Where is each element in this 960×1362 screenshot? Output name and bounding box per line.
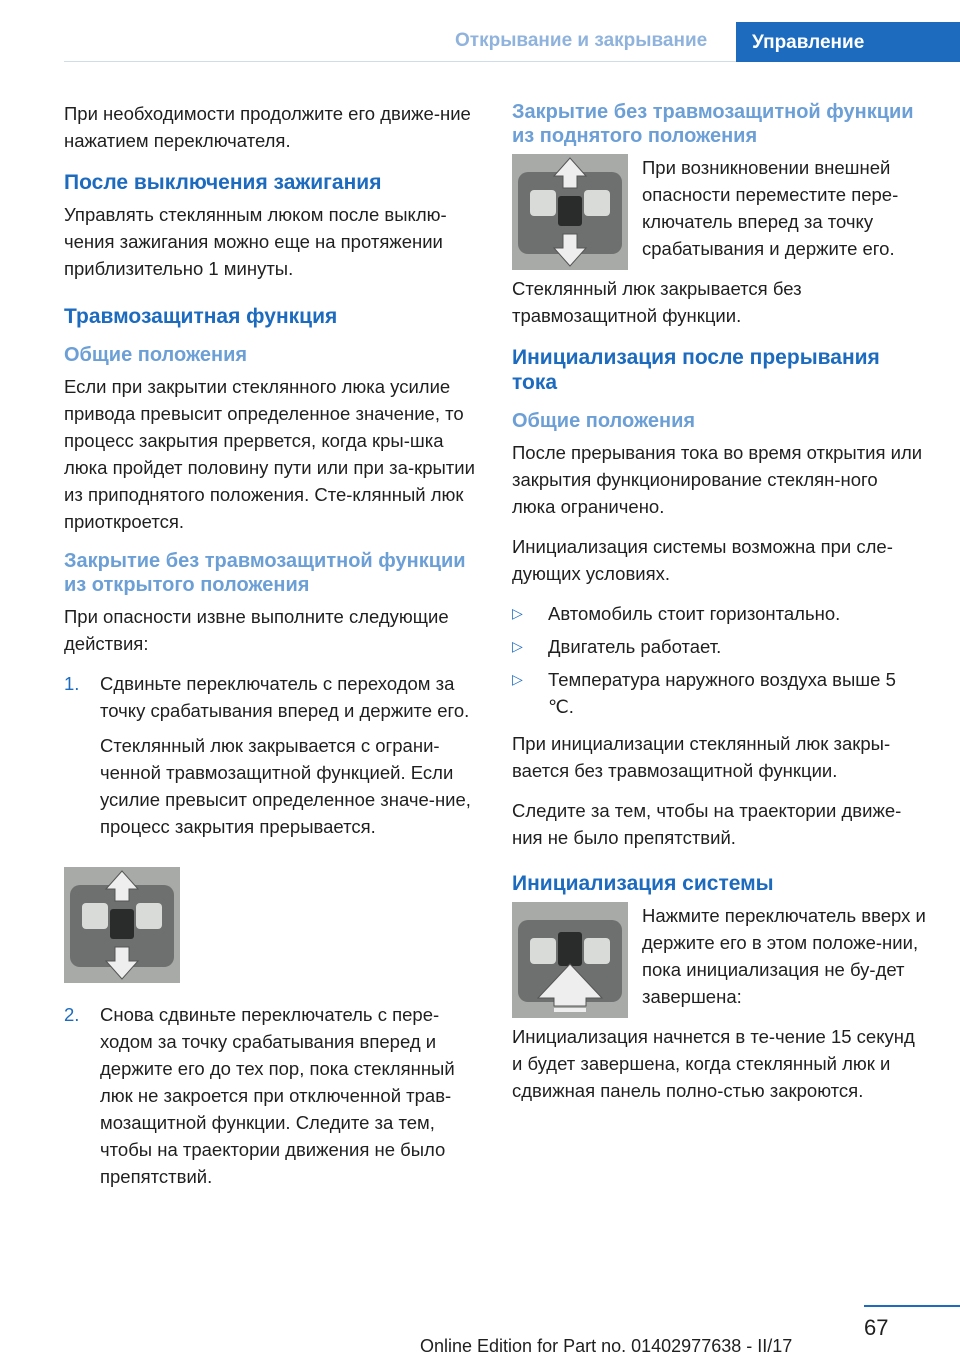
header-section-title: Открывание и закрывание xyxy=(455,30,708,51)
general-heading-right: Общие положения xyxy=(512,410,696,432)
triangle-bullet-icon: ▷ xyxy=(512,671,523,687)
system-init-heading: Инициализация системы xyxy=(512,872,774,895)
step-1-number: 1. xyxy=(64,673,80,694)
general-heading-left: Общие положения xyxy=(64,344,248,366)
condition-item xyxy=(512,633,926,660)
triangle-bullet-icon: ▷ xyxy=(512,638,523,654)
switch-image-up xyxy=(512,902,628,1018)
condition-item xyxy=(512,600,926,627)
step-2-number: 2. xyxy=(64,1004,80,1025)
switch-image-push xyxy=(64,867,180,983)
step-1-text: Сдвиньте переключатель с переходом за точку срабатывания вперед и держите его. xyxy=(100,673,470,721)
condition-text: Температура наружного воздуха выше 5 ℃. xyxy=(548,669,896,717)
footer-divider xyxy=(864,1305,960,1307)
triangle-bullet-icon: ▷ xyxy=(512,605,523,621)
close-raised-result: Стеклянный люк закрывается без травмозащитной функции. xyxy=(512,278,802,326)
step-1-note: Стеклянный люк закрывается с ограни-ченной травмозащитной функцией. Если усилие превысит определенное значе-ние, процесс закрытия прерывается. xyxy=(100,735,471,837)
system-init-block xyxy=(512,902,926,1023)
init-result-text: При инициализации стеклянный люк закры-вается без травмозащитной функции. xyxy=(512,733,891,781)
right-column xyxy=(512,100,926,1117)
close-raised-heading: Закрытие без травмозащитной функции из поднятого положения xyxy=(512,101,914,147)
switch-image-raised xyxy=(512,154,628,270)
init-power-heading: Инициализация после прерывания тока xyxy=(512,346,880,394)
step-1 xyxy=(64,670,476,853)
page-number: 67 xyxy=(864,1315,889,1340)
system-init-text: Нажмите переключатель вверх и держите его в этом положе-нии, пока инициализация не бу-дет завершена: xyxy=(642,905,926,1007)
edition-label: Online Edition for Part no. 01402977638 - II/17 xyxy=(420,1336,793,1356)
general-text-left: Если при закрытии стеклянного люка усилие привода превысит определенное значение, то процесс закрытия прервется, когда кры-шка люка пройдет половину пути или при за-крытии из приподнятого положения. Сте-клянный люк приоткроется. xyxy=(64,376,475,532)
condition-item xyxy=(512,666,926,720)
after-ignition-heading: После выключения зажигания xyxy=(64,171,382,194)
left-column xyxy=(64,100,476,1209)
after-ignition-text: Управлять стеклянным люком после выклю-чения зажигания можно еще на протяжении приблизительно 1 минуты. xyxy=(64,204,447,279)
system-init-result: Инициализация начнется в те-чение 15 секунд и будет завершена, когда стеклянный люк и сдвижная панель полно-стью закроются. xyxy=(512,1026,915,1101)
anti-pinch-heading: Травмозащитная функция xyxy=(64,305,338,328)
step-2 xyxy=(64,1001,476,1203)
header-divider xyxy=(64,61,736,62)
intro-paragraph: При необходимости продолжите его движе-ние нажатием переключателя. xyxy=(64,103,471,151)
conditions-text: Инициализация системы возможна при сле-дующих условиях. xyxy=(512,536,893,584)
header-chapter-tab[interactable]: Управление xyxy=(736,22,960,62)
condition-text: Автомобиль стоит горизонтально. xyxy=(548,603,841,624)
watch-text: Следите за тем, чтобы на траектории движе-ния не было препятствий. xyxy=(512,800,902,848)
close-raised-text: При возникновении внешней опасности переместите пере-ключатель вперед за точку срабатывания и держите его. xyxy=(642,157,899,259)
condition-text: Двигатель работает. xyxy=(548,636,722,657)
step-2-text: Снова сдвиньте переключатель с пере-ходом за точку срабатывания вперед и держите его до тех пор, пока стеклянный люк не закроется при отключенной трав-мозащитной функции. Следите за тем, чтобы на траектории движения не было препятствий. xyxy=(100,1004,455,1187)
general-text-right: После прерывания тока во время открытия или закрытия функционирование стеклян-ного люка ограничено. xyxy=(512,442,923,517)
close-raised-block xyxy=(512,154,926,275)
close-open-heading: Закрытие без травмозащитной функции из открытого положения xyxy=(64,550,466,596)
close-open-text: При опасности извне выполните следующие действия: xyxy=(64,606,449,654)
